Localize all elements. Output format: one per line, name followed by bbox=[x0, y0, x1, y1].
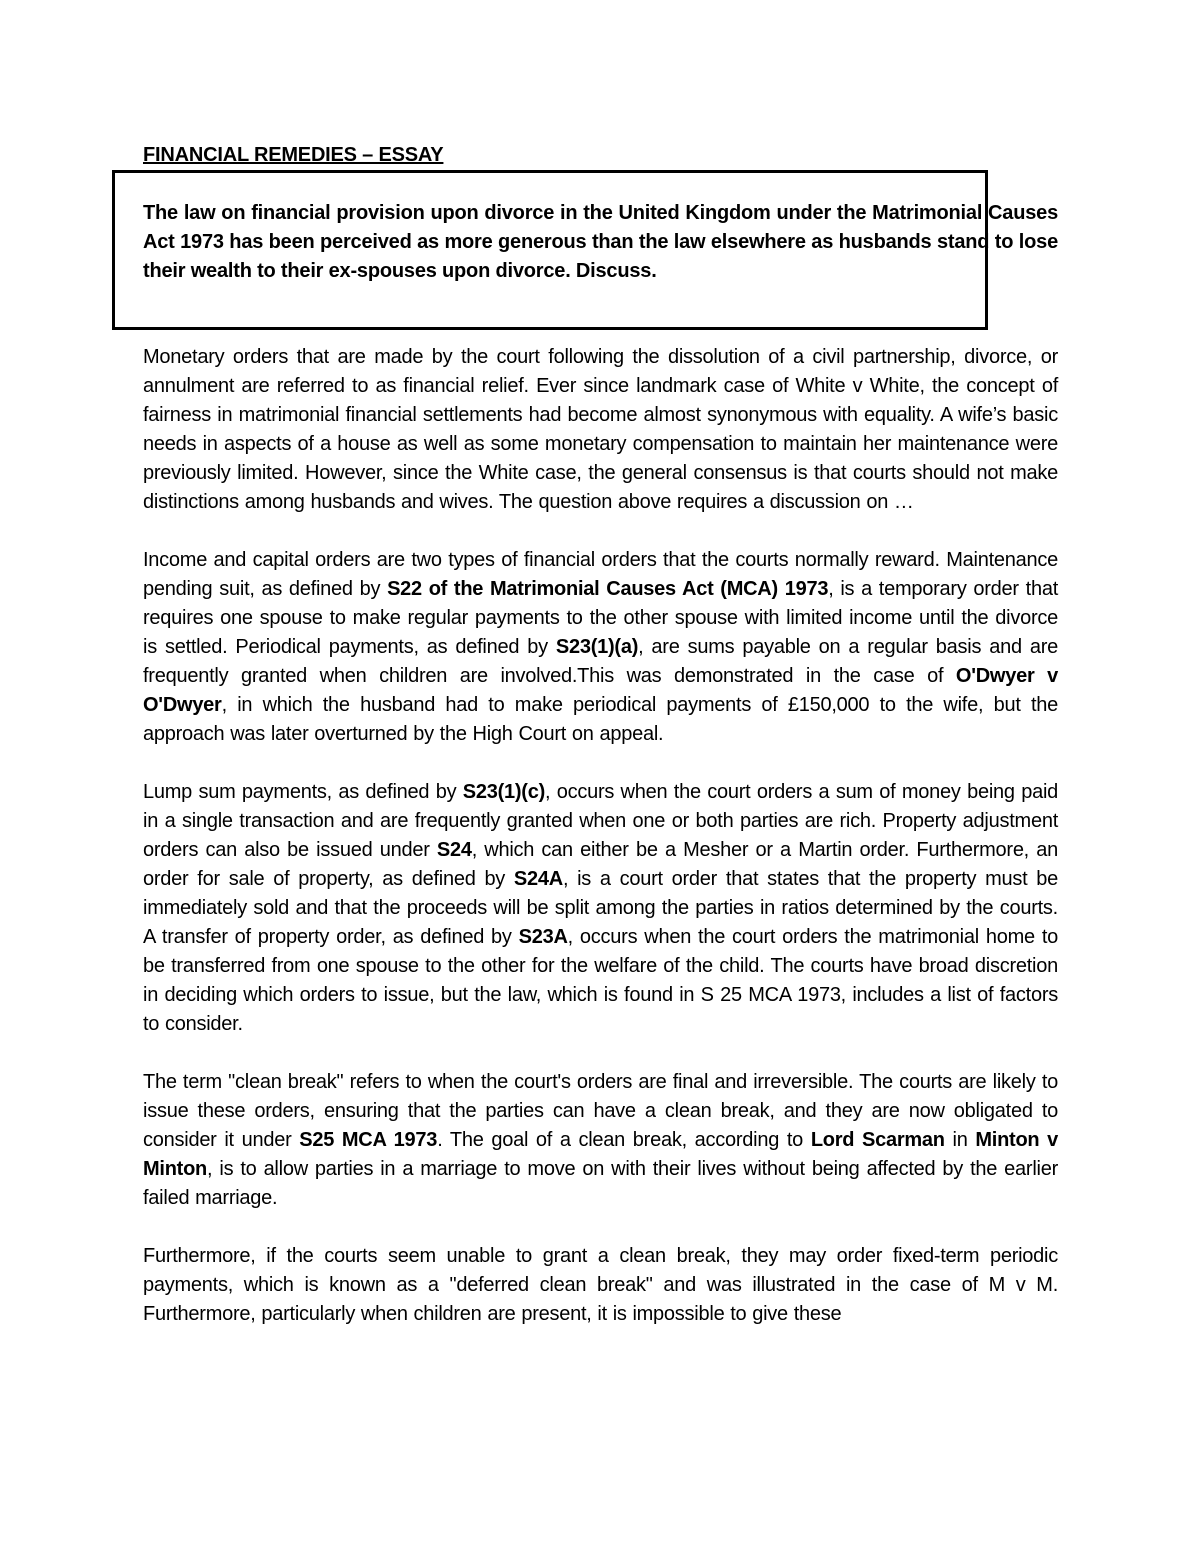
statute-reference: S23(1)(c) bbox=[462, 781, 545, 803]
text-run: , occurs when the court orders a sum of money being paid in a single transaction and are frequently granted when one or both parties are rich. Property adjustment orders can also be issued under bbox=[143, 781, 1059, 861]
statute-reference: S22 of the Matrimonial Causes Act (MCA) 1973 bbox=[387, 578, 829, 600]
text-run: , in which the husband had to make periodical payments of £150,000 to the wife, but the approach was later overturned by the High Court on appeal. bbox=[143, 694, 1058, 745]
essay-body bbox=[143, 343, 1058, 1329]
case-reference: Minton v Minton bbox=[143, 1129, 1059, 1180]
text-run: . The goal of a clean break, according to bbox=[437, 1129, 811, 1151]
text-run: Lump sum payments, as defined by bbox=[143, 781, 463, 803]
statute-reference: S23(1)(a) bbox=[555, 636, 639, 658]
paragraph-clean-break bbox=[143, 1068, 1058, 1213]
text-run: , is a court order that states that the property must be immediately sold and that the proceeds will be split among the parties in ratios determined by the courts. A transfer of property order, as defined by bbox=[143, 868, 1059, 948]
text-run: Income and capital orders are two types of financial orders that the courts normally reward. Maintenance pending suit, as defined by bbox=[143, 549, 1058, 600]
text-run: The term "clean break" refers to when the court's orders are final and irreversible. The courts are likely to issue these orders, ensuring that the parties can have a clean break, and they are now obligated to consider it under bbox=[143, 1071, 1058, 1151]
judge-reference: Lord Scarman bbox=[810, 1129, 945, 1151]
essay-question: The law on financial provision upon divorce in the United Kingdom under the Matrimonial Causes Act 1973 has been perceived as more generous than the law elsewhere as husbands stand to lose their wealth to their ex-spouses upon divorce. Discuss. bbox=[143, 202, 1058, 282]
text-run: in bbox=[944, 1129, 976, 1151]
text-run: , which can either be a Mesher or a Martin order. Furthermore, an order for sale of property, as defined by bbox=[143, 839, 1058, 890]
text-run: , occurs when the court orders the matrimonial home to be transferred from one spouse to the other for the welfare of the child. The courts have broad discretion in deciding which orders to issue, but the law, which is found in S 25 MCA 1973, includes a list of factors to consider. bbox=[143, 926, 1058, 1035]
paragraph-income-capital-orders bbox=[143, 546, 1058, 749]
text-run: , are sums payable on a regular basis and are frequently granted when children are involved.This was demonstrated in the case of bbox=[143, 636, 1058, 687]
statute-reference: S24A bbox=[513, 868, 563, 890]
paragraph-intro: Monetary orders that are made by the court following the dissolution of a civil partnership, divorce, or annulment are referred to as financial relief. Ever since landmark case of White v White, the concept of fairness in matrimonial financial settlements had become almost synonymous with equality. A wife’s basic needs in aspects of a house as well as some monetary compensation to maintain her maintenance were previously limited. However, since the White case, the general consensus is that courts should not make distinctions among husbands and wives. The question above requires a discussion on … bbox=[143, 346, 1058, 513]
paragraph-lump-sum-property bbox=[143, 778, 1058, 1039]
statute-reference: S23A bbox=[518, 926, 568, 948]
paragraph-deferred-clean-break: Furthermore, if the courts seem unable to grant a clean break, they may order fixed-term periodic payments, which is known as a "deferred clean break" and was illustrated in the case of M v M. Furthermore, particularly when children are present, it is impossible to give these bbox=[143, 1245, 1058, 1325]
text-run: , is to allow parties in a marriage to move on with their lives without being affected by the earlier failed marriage. bbox=[143, 1158, 1058, 1209]
text-run: , is a temporary order that requires one spouse to make regular payments to the other spouse with limited income until the divorce is settled. Periodical payments, as defined by bbox=[143, 578, 1058, 658]
case-reference: O'Dwyer v O'Dwyer bbox=[143, 665, 1058, 716]
statute-reference: S24 bbox=[436, 839, 472, 861]
essay-title: FINANCIAL REMEDIES – ESSAY bbox=[143, 144, 444, 166]
statute-reference: S25 MCA 1973 bbox=[299, 1129, 438, 1151]
